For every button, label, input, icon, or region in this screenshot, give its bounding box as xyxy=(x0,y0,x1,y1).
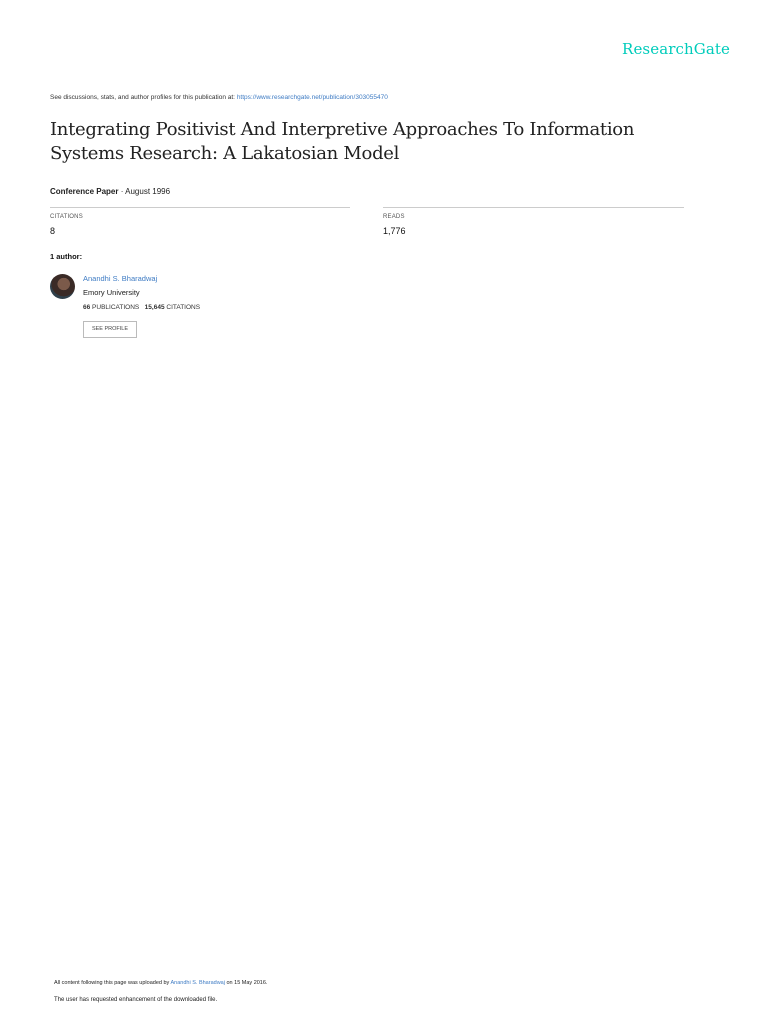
researchgate-logo[interactable]: ResearchGate xyxy=(622,40,730,58)
discussion-line xyxy=(50,94,388,101)
uploader-link[interactable]: Anandhi S. Bharadwaj xyxy=(170,980,225,986)
upload-note xyxy=(54,980,267,986)
paper-date: August 1996 xyxy=(125,187,171,196)
publications-count: 66 xyxy=(83,304,91,311)
enhancement-note: The user has requested enhancement of the downloaded file. xyxy=(54,997,218,1003)
citations-value: 8 xyxy=(50,226,56,236)
publication-link[interactable]: https://www.researchgate.net/publication/303055470 xyxy=(236,94,388,101)
author-affiliation: Emory University xyxy=(83,288,140,297)
reads-value: 1,776 xyxy=(383,226,406,236)
upload-prefix: All content following this page was uploaded by xyxy=(54,980,170,986)
paper-meta xyxy=(50,187,170,196)
author-counts xyxy=(83,304,200,311)
authors-heading: 1 author: xyxy=(50,252,83,261)
paper-type: Conference Paper xyxy=(50,187,119,196)
page-title: Integrating Positivist And Interpretive Approaches To Information Systems Research: A Lakatosian Model xyxy=(50,119,635,164)
author-citations-count: 15,645 xyxy=(144,304,165,311)
author-citations-label: CITATIONS xyxy=(166,304,201,311)
publications-label: PUBLICATIONS xyxy=(92,304,140,311)
reads-divider xyxy=(383,207,684,208)
citations-divider xyxy=(50,207,350,208)
meta-separator: · xyxy=(118,187,126,196)
citations-label: CITATIONS xyxy=(50,214,83,220)
upload-suffix: on 15 May 2016. xyxy=(226,980,268,986)
avatar[interactable] xyxy=(50,274,75,299)
see-profile-button[interactable]: SEE PROFILE xyxy=(83,321,137,338)
author-name-link[interactable]: Anandhi S. Bharadwaj xyxy=(83,274,158,283)
reads-label: READS xyxy=(383,214,405,220)
discussion-text: See discussions, stats, and author profiles for this publication at: xyxy=(50,94,235,101)
